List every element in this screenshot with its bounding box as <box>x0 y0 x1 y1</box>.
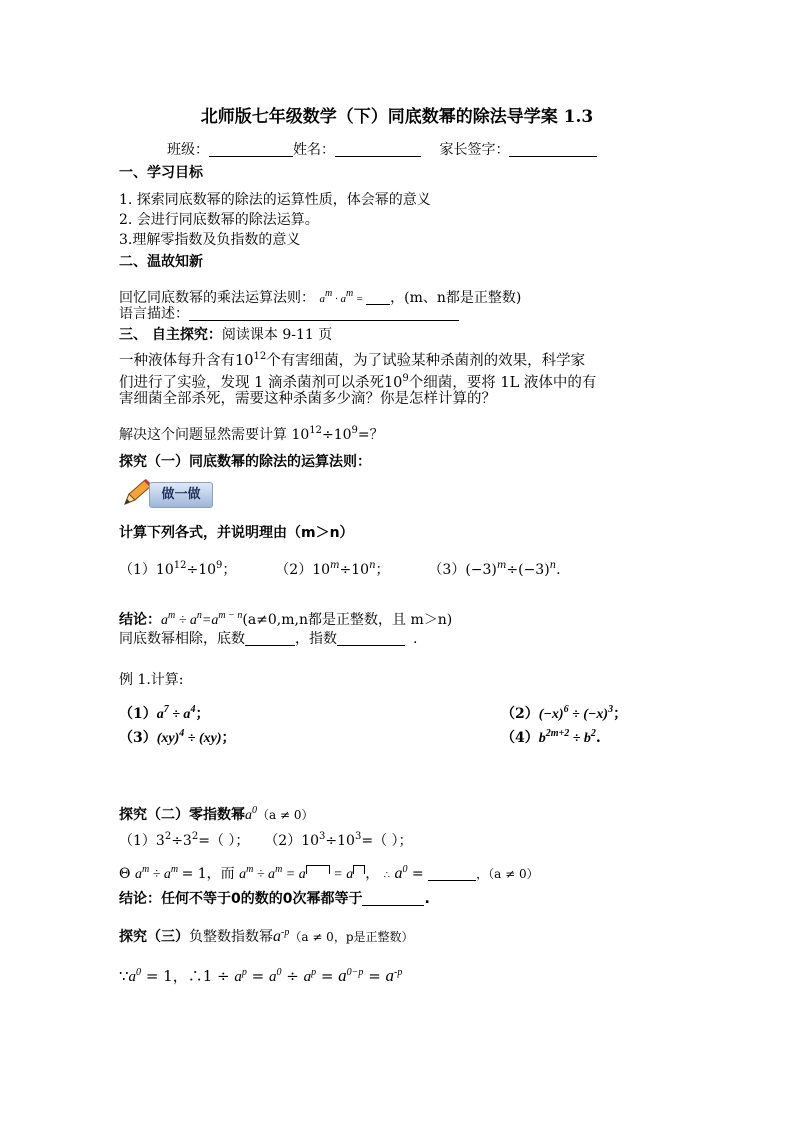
text-run: 同底数幂相除，底数 <box>119 631 245 647</box>
exponent: m <box>330 560 340 571</box>
exponent-blank[interactable] <box>337 631 405 646</box>
problem-text <box>119 347 585 371</box>
exponent: 12 <box>253 351 267 362</box>
goal-item: 3.理解零指数及负指数的意义 <box>119 232 301 248</box>
text-run: （2） <box>501 706 539 722</box>
zero-exponent-exercises <box>119 827 413 851</box>
exponent: m <box>496 560 507 571</box>
example-row <box>119 700 628 725</box>
explore-heading-bold: 三、 自主探究： <box>119 327 222 343</box>
recall-suffix: ，(m、n都是正整数) <box>390 290 522 306</box>
name-blank[interactable] <box>335 142 421 157</box>
product-blank[interactable] <box>366 290 390 305</box>
text-run: （1）3 <box>119 833 165 849</box>
exercise-1 <box>119 562 236 578</box>
example-heading: 例 1.计算: <box>119 672 184 688</box>
section-review-heading: 二、温故知新 <box>119 254 203 270</box>
text-run: 个细菌，要将 1L 液体中的有 <box>408 375 597 391</box>
problem-text: 害细菌全部杀死，需要这种杀菌多少滴？你是怎样计算的？ <box>119 391 496 407</box>
do-it-badge <box>121 478 213 508</box>
section-goals-heading: 一、学习目标 <box>119 165 203 181</box>
text-run: ÷10 <box>186 562 217 578</box>
text-run: ； <box>375 562 390 578</box>
explore2-title: 探究（二）零指数幂 <box>119 807 245 823</box>
text-run: . <box>556 562 561 578</box>
example-1: $(1)a^7 \div a^4$； <box>119 704 210 722</box>
header-fields <box>167 140 597 160</box>
explore2-heading: 探究（二）零指数幂$a^0(a \ne 0)$ <box>119 805 314 823</box>
negative-exponent-derivation: $\because a^0 = 1$，∴1 ÷ $a^p = a^0 \div a^p = a^{0-p} = a^{-p}$ <box>119 966 403 985</box>
text-run: ÷10 <box>339 562 370 578</box>
text-run: 一种液体每升含有10 <box>119 353 254 369</box>
explore1-heading: 探究（一）同底数幂的除法的运算法则： <box>119 454 371 470</box>
exponent: 9 <box>216 560 223 571</box>
zero-exponent-conclusion <box>119 889 430 909</box>
text-run: （1）10 <box>119 562 174 578</box>
answer-box[interactable] <box>353 865 365 874</box>
example-3: （3）(xy)$^4$ ÷ (xy)； <box>119 728 236 746</box>
conclusion-line <box>119 606 452 631</box>
goal-item: 2. 会进行同底数幂的除法运算。 <box>119 212 319 228</box>
base-blank[interactable] <box>245 631 295 646</box>
exponent: n <box>369 560 376 571</box>
rule-line <box>119 629 417 649</box>
conclusion-condition: (a≠0,m,n都是正整数，且 m＞n) <box>242 612 453 628</box>
text-run: 个有害细菌，为了试验某种杀菌剂的效果，科学家 <box>266 353 586 369</box>
exponent: 12 <box>173 560 187 571</box>
text-run: （3）(−3) <box>428 562 497 578</box>
zero-exponent-derivation: Θ $a^m \div a^m = 1$，而 $a^m \div a^m = a = a$ ， ∴ $a^0$ = ，（a ≠ 0） <box>119 864 539 882</box>
recall-prefix: 回忆同底数幂的乘法运算法则： <box>119 290 315 306</box>
parent-label: 家长签字： <box>439 142 510 158</box>
text-run: =？ <box>357 427 384 443</box>
text-run: =（ ）； <box>198 833 250 849</box>
text-run: ； <box>222 562 237 578</box>
class-blank[interactable] <box>209 142 293 157</box>
section-explore-heading <box>119 325 332 345</box>
text-run: . <box>413 631 418 647</box>
exponent: 2 <box>191 831 199 842</box>
text-run: （4） <box>501 730 539 746</box>
parent-signature-blank[interactable] <box>509 142 597 157</box>
conclusion-blank[interactable] <box>362 891 424 906</box>
text-run: 们进行了实验，发现 1 滴杀菌剂可以杀死10 <box>119 375 403 391</box>
badge-label: 做一做 <box>149 482 213 508</box>
zero-power-blank[interactable] <box>428 866 476 881</box>
text-run: 解决这个问题显然需要计算 10 <box>119 427 310 443</box>
desc-label: 语言描述： <box>119 306 189 322</box>
text-run: ÷3 <box>171 833 192 849</box>
exercise-row <box>119 556 561 580</box>
text-run: = 1，而 <box>181 866 235 882</box>
desc-blank[interactable] <box>189 306 459 321</box>
text-run: =（ ）； <box>361 833 413 849</box>
explore-heading-rest: 阅读课本 9-11 页 <box>221 327 333 343</box>
explore3-heading: 探究（三）负整数指数幂$a^{-p}(a \ne 0$，p是正整数） <box>119 927 414 945</box>
conclusion-label: 结论： <box>119 612 161 628</box>
exercise-2 <box>275 562 389 578</box>
exponent: 9 <box>351 425 358 436</box>
example-4: $(4)b^{2m+2} \div b^2$. <box>501 728 601 746</box>
text-run: ，指数 <box>295 631 337 647</box>
exponent: 12 <box>309 425 322 436</box>
answer-box[interactable] <box>306 865 330 874</box>
page-title: 北师版七年级数学（下）同底数幂的除法导学案 1.3 <box>200 107 594 127</box>
goal-item: 1. 探索同底数幂的除法的运算性质，体会幂的意义 <box>119 192 431 208</box>
class-label: 班级： <box>167 142 209 158</box>
example-row <box>119 724 601 749</box>
text-run: （2）10 <box>264 833 320 849</box>
exponent: 3 <box>354 831 362 842</box>
text-run: 结论：任何不等于0的数的0次幂都等于 <box>119 891 363 907</box>
explore3-condition: （a ≠ 0，p是正整数） <box>289 930 414 944</box>
exercise-3 <box>428 562 560 578</box>
example-2: $(2)(-x)^6 \div (-x)^3$； <box>501 704 628 722</box>
problem-question <box>119 421 384 445</box>
text-run: . <box>424 891 430 907</box>
text-run: 负整数指数幂 <box>189 929 273 945</box>
name-label: 姓名： <box>293 142 335 158</box>
explore2-condition: （a ≠ 0） <box>257 808 314 822</box>
division-rule-formula: $a^m \div a^n=a^{m - n}$ <box>161 610 243 628</box>
explore3-title: 探究（三） <box>119 929 189 945</box>
because-symbol: Θ <box>119 866 131 882</box>
exponent: 3 <box>319 831 326 842</box>
product-formula: am · am = <box>319 288 367 305</box>
text-run: ，（a ≠ 0） <box>476 867 539 881</box>
exponent: 9 <box>402 373 409 384</box>
text-run: ÷(−3) <box>506 562 550 578</box>
exponent: n <box>549 560 557 571</box>
text-run: （2）10 <box>275 562 331 578</box>
text-run: ÷10 <box>322 427 352 443</box>
exponent: 2 <box>164 831 172 842</box>
text-run: （3） <box>119 730 157 746</box>
task-line: 计算下列各式，并说明理由（m＞n） <box>119 525 354 541</box>
text-run: （1） <box>119 706 157 722</box>
desc-line <box>119 304 459 324</box>
text-run: ÷10 <box>325 833 355 849</box>
